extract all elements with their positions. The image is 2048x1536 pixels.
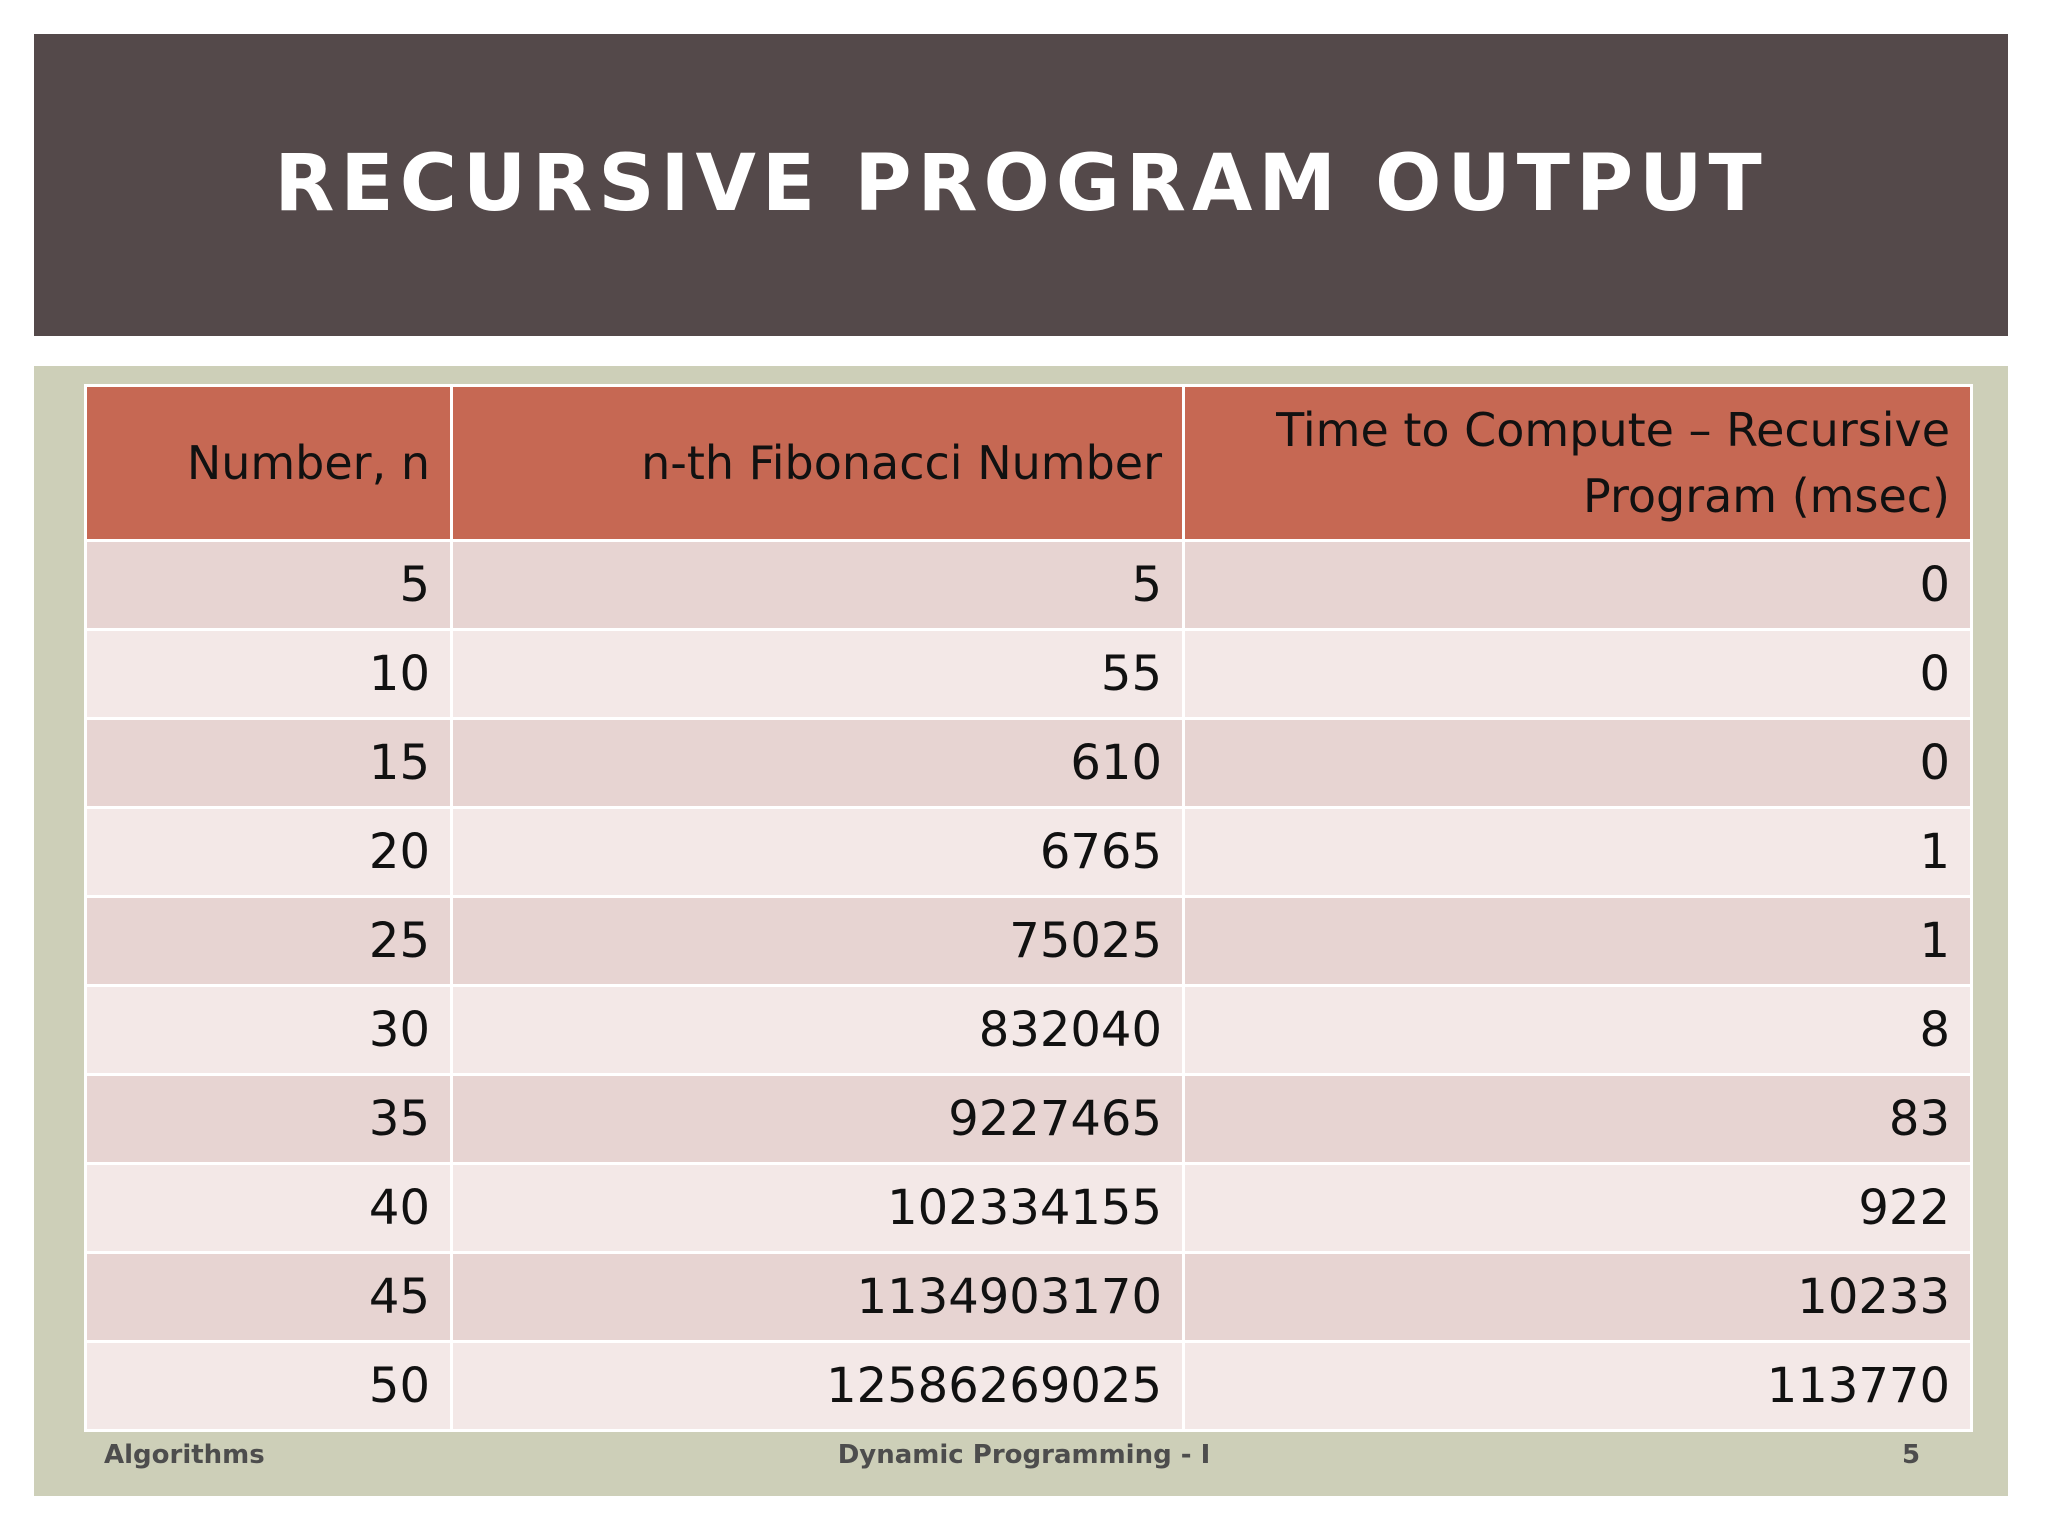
cell-fibonacci: 9227465 — [452, 1075, 1184, 1164]
cell-fibonacci: 55 — [452, 630, 1184, 719]
cell-fibonacci: 5 — [452, 541, 1184, 630]
cell-n: 5 — [86, 541, 452, 630]
cell-n: 30 — [86, 986, 452, 1075]
cell-time: 8 — [1184, 986, 1972, 1075]
cell-time: 1 — [1184, 808, 1972, 897]
cell-time: 0 — [1184, 719, 1972, 808]
cell-n: 35 — [86, 1075, 452, 1164]
cell-fibonacci: 75025 — [452, 897, 1184, 986]
table-row — [86, 1164, 1972, 1253]
cell-time: 0 — [1184, 541, 1972, 630]
table-header-row — [86, 386, 1972, 541]
header-number-n: Number, n — [86, 386, 452, 541]
cell-n: 25 — [86, 897, 452, 986]
fibonacci-timing-table — [84, 384, 1973, 1432]
header-time-to-compute: Time to Compute – Recursive Program (msec) — [1184, 386, 1972, 541]
cell-fibonacci: 6765 — [452, 808, 1184, 897]
header-fibonacci-number: n-th Fibonacci Number — [452, 386, 1184, 541]
cell-fibonacci: 610 — [452, 719, 1184, 808]
cell-fibonacci: 1134903170 — [452, 1253, 1184, 1342]
footer-course-name: Algorithms — [104, 1440, 265, 1470]
footer-page-number: 5 — [1902, 1440, 1921, 1470]
cell-time: 83 — [1184, 1075, 1972, 1164]
table-row — [86, 541, 1972, 630]
table-row — [86, 808, 1972, 897]
cell-time: 922 — [1184, 1164, 1972, 1253]
cell-n: 40 — [86, 1164, 452, 1253]
cell-fibonacci: 102334155 — [452, 1164, 1184, 1253]
cell-n: 10 — [86, 630, 452, 719]
table-row — [86, 1342, 1972, 1431]
cell-time: 10233 — [1184, 1253, 1972, 1342]
table-row — [86, 630, 1972, 719]
footer-topic: Dynamic Programming - I — [837, 1440, 1211, 1470]
cell-n: 15 — [86, 719, 452, 808]
table-row — [86, 986, 1972, 1075]
title-bar — [34, 34, 2008, 336]
slide-title: RECURSIVE PROGRAM OUTPUT — [274, 139, 1768, 229]
table-row — [86, 719, 1972, 808]
cell-n: 20 — [86, 808, 452, 897]
cell-time: 0 — [1184, 630, 1972, 719]
table-row — [86, 897, 1972, 986]
cell-n: 45 — [86, 1253, 452, 1342]
cell-time: 113770 — [1184, 1342, 1972, 1431]
table-row — [86, 1075, 1972, 1164]
cell-fibonacci: 832040 — [452, 986, 1184, 1075]
cell-time: 1 — [1184, 897, 1972, 986]
cell-fibonacci: 12586269025 — [452, 1342, 1184, 1431]
cell-n: 50 — [86, 1342, 452, 1431]
table-row — [86, 1253, 1972, 1342]
